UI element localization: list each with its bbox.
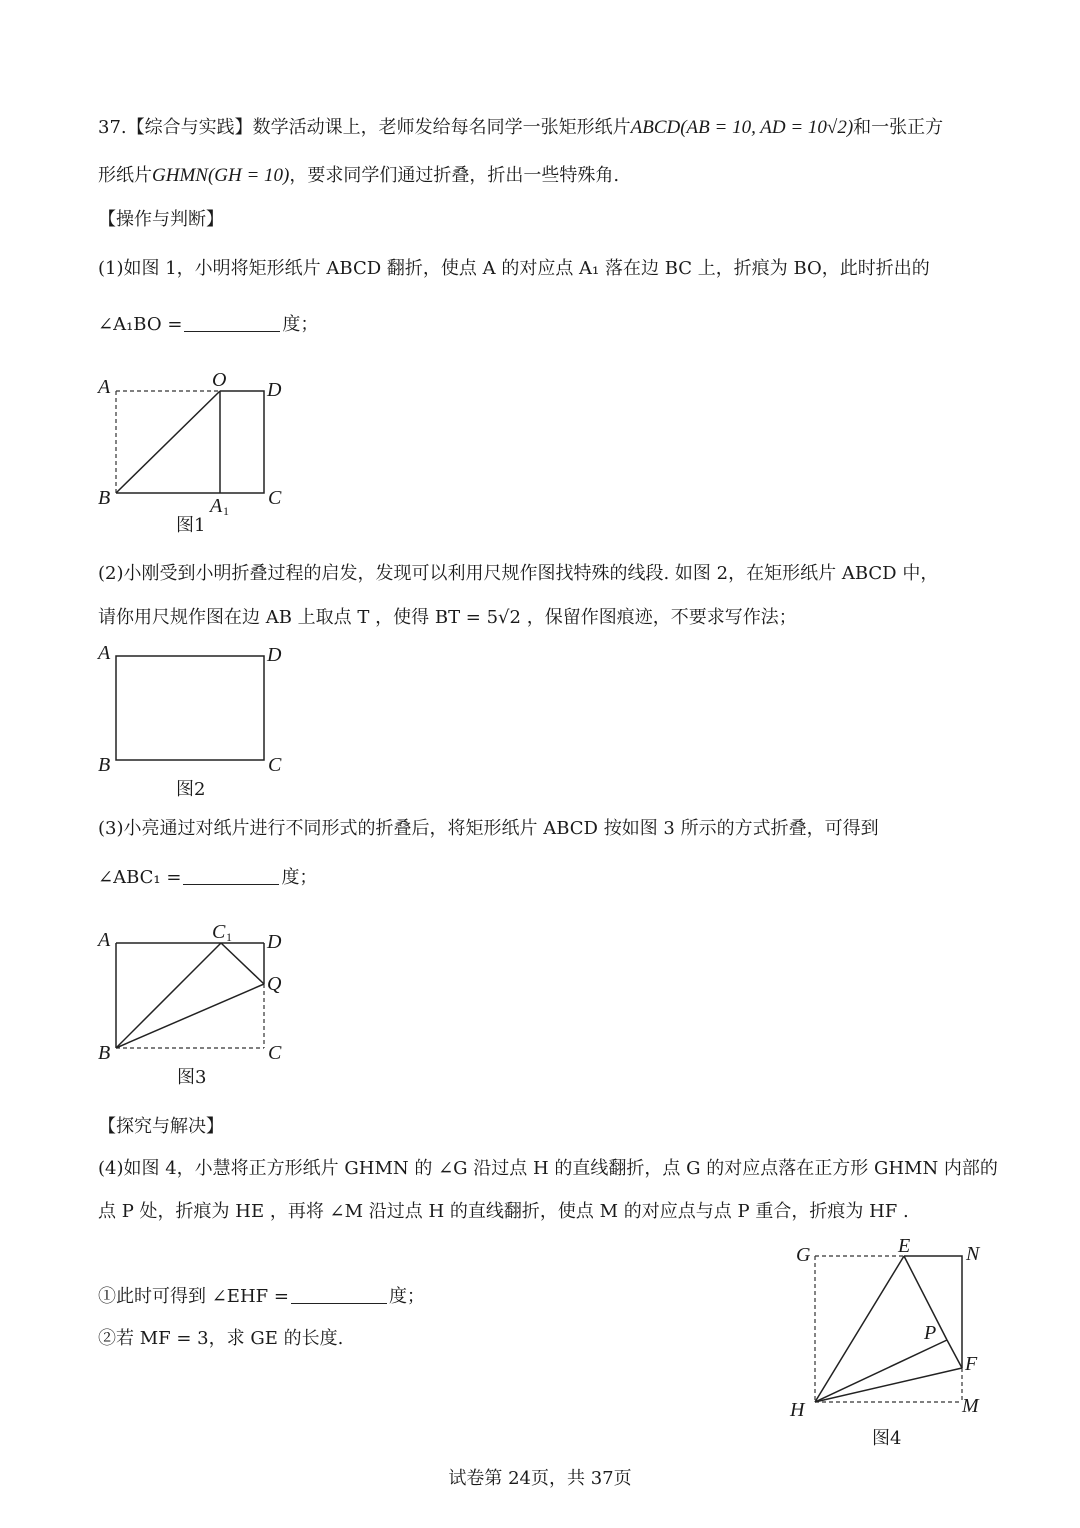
fig1-crease-bo [116,391,220,493]
fig1-label-o: O [212,369,227,391]
intro-math-2: GHMN(GH = 10) [152,165,290,186]
q1-answer-blank[interactable] [184,315,280,332]
fig2-rectangle [116,656,264,760]
fig2-label-d: D [267,644,282,666]
fig3-caption: 图3 [177,1067,207,1088]
intro-text-2: 和一张正方 [853,117,944,138]
section-operation-heading: 【操作与判断】 [98,209,224,230]
q4-sub-1 [98,1285,425,1309]
q3-line-1: (3)小亮通过对纸片进行不同形式的折叠后，将矩形纸片 ABCD 按如图 3 所示的方式折叠，可得到 [98,818,879,839]
q4-sub1-unit: 度； [388,1286,425,1307]
fig3-label-a: A [98,929,111,951]
q2-line-1: (2)小刚受到小明折叠过程的启发，发现可以利用尺规作图找特殊的线段. 如图 2，在矩形纸片 ABCD 中， [98,563,939,584]
fig4-label-e: E [898,1235,911,1257]
figure-3 [90,920,320,1095]
fig4-line-pf [947,1340,962,1368]
figure-4 [780,1230,990,1455]
fig3-label-d: D [267,931,282,953]
q1-angle-text: ∠A₁BO = [98,314,183,335]
fig1-label-d: D [267,379,282,401]
fig4-label-f: F [965,1353,978,1375]
q1-unit-text: 度； [282,314,319,335]
intro-text-4: ，要求同学们通过折叠，折出一些特殊角. [289,165,620,186]
q3-line-2 [98,866,317,890]
q4-line-2: 点 P 处，折痕为 HE ，再将 ∠M 沿过点 H 的直线翻折，使点 M 的对应点与点 P 重合，折痕为 HF . [98,1201,909,1222]
fig3-label-c1-sub: 1 [226,930,232,944]
fig1-label-a1: A [210,495,223,517]
q2-line-2: 请你用尺规作图在边 AB 上取点 T ，使得 BT = 5√2 ，保留作图痕迹，不要求写作法； [98,607,797,628]
figure-1 [90,365,310,540]
fig3-line-c1q [221,943,264,984]
page-footer: 试卷第 24页，共 37页 [448,1468,632,1489]
section-explore-heading: 【探究与解决】 [98,1116,224,1137]
fig3-line-bc1 [116,943,221,1048]
fig1-label-a1-sub: 1 [223,504,229,518]
q3-angle-text: ∠ABC₁ = [98,867,182,888]
fig4-label-p: P [924,1322,937,1344]
fig3-label-b: B [98,1042,111,1064]
fig4-crease-he [815,1256,904,1402]
figure-2 [90,640,310,805]
fig1-outline [116,391,264,493]
q4-sub-2: ②若 MF = 3，求 GE 的长度. [98,1328,344,1349]
fig4-label-g: G [796,1244,811,1266]
question-intro-line-1 [98,116,943,140]
fig1-label-a: A [98,376,111,398]
fig2-label-b: B [98,754,111,776]
fig3-crease-bq [116,984,264,1048]
fig2-caption: 图2 [176,779,206,800]
q1-line-2 [98,313,318,337]
fig4-label-h: H [790,1399,805,1421]
fig1-label-c: C [268,487,282,509]
fig1-label-b: B [98,487,111,509]
fig4-crease-hf [815,1368,962,1402]
q3-unit-text: 度； [281,867,318,888]
fig3-label-q: Q [267,973,282,995]
fig4-label-n: N [966,1243,980,1265]
fig2-label-c: C [268,754,282,776]
question-intro-line-2 [98,164,619,188]
q4-sub1-text: ①此时可得到 ∠EHF = [98,1286,289,1307]
intro-text-1: 37.【综合与实践】数学活动课上，老师发给每名同学一张矩形纸片 [98,117,631,138]
fig2-label-a: A [98,642,111,664]
q4-answer-blank[interactable] [291,1287,387,1304]
q3-answer-blank[interactable] [183,868,279,885]
fig3-label-c1: C [212,921,226,943]
fig4-line-hp [815,1340,947,1402]
fig4-label-m: M [962,1395,979,1417]
q4-line-1: (4)如图 4，小慧将正方形纸片 GHMN 的 ∠G 沿过点 H 的直线翻折，点 G 的对应点落在正方形 GHMN 内部的 [98,1158,998,1179]
q1-line-1: (1)如图 1，小明将矩形纸片 ABCD 翻折，使点 A 的对应点 A₁ 落在边 BC 上，折痕为 BO，此时折出的 [98,258,930,279]
fig4-caption: 图4 [872,1428,902,1449]
intro-math-1: ABCD(AB = 10, AD = 10√2) [630,117,854,138]
intro-text-3: 形纸片 [98,165,152,186]
fig3-label-c: C [268,1042,282,1064]
fig1-caption: 图1 [176,515,206,536]
